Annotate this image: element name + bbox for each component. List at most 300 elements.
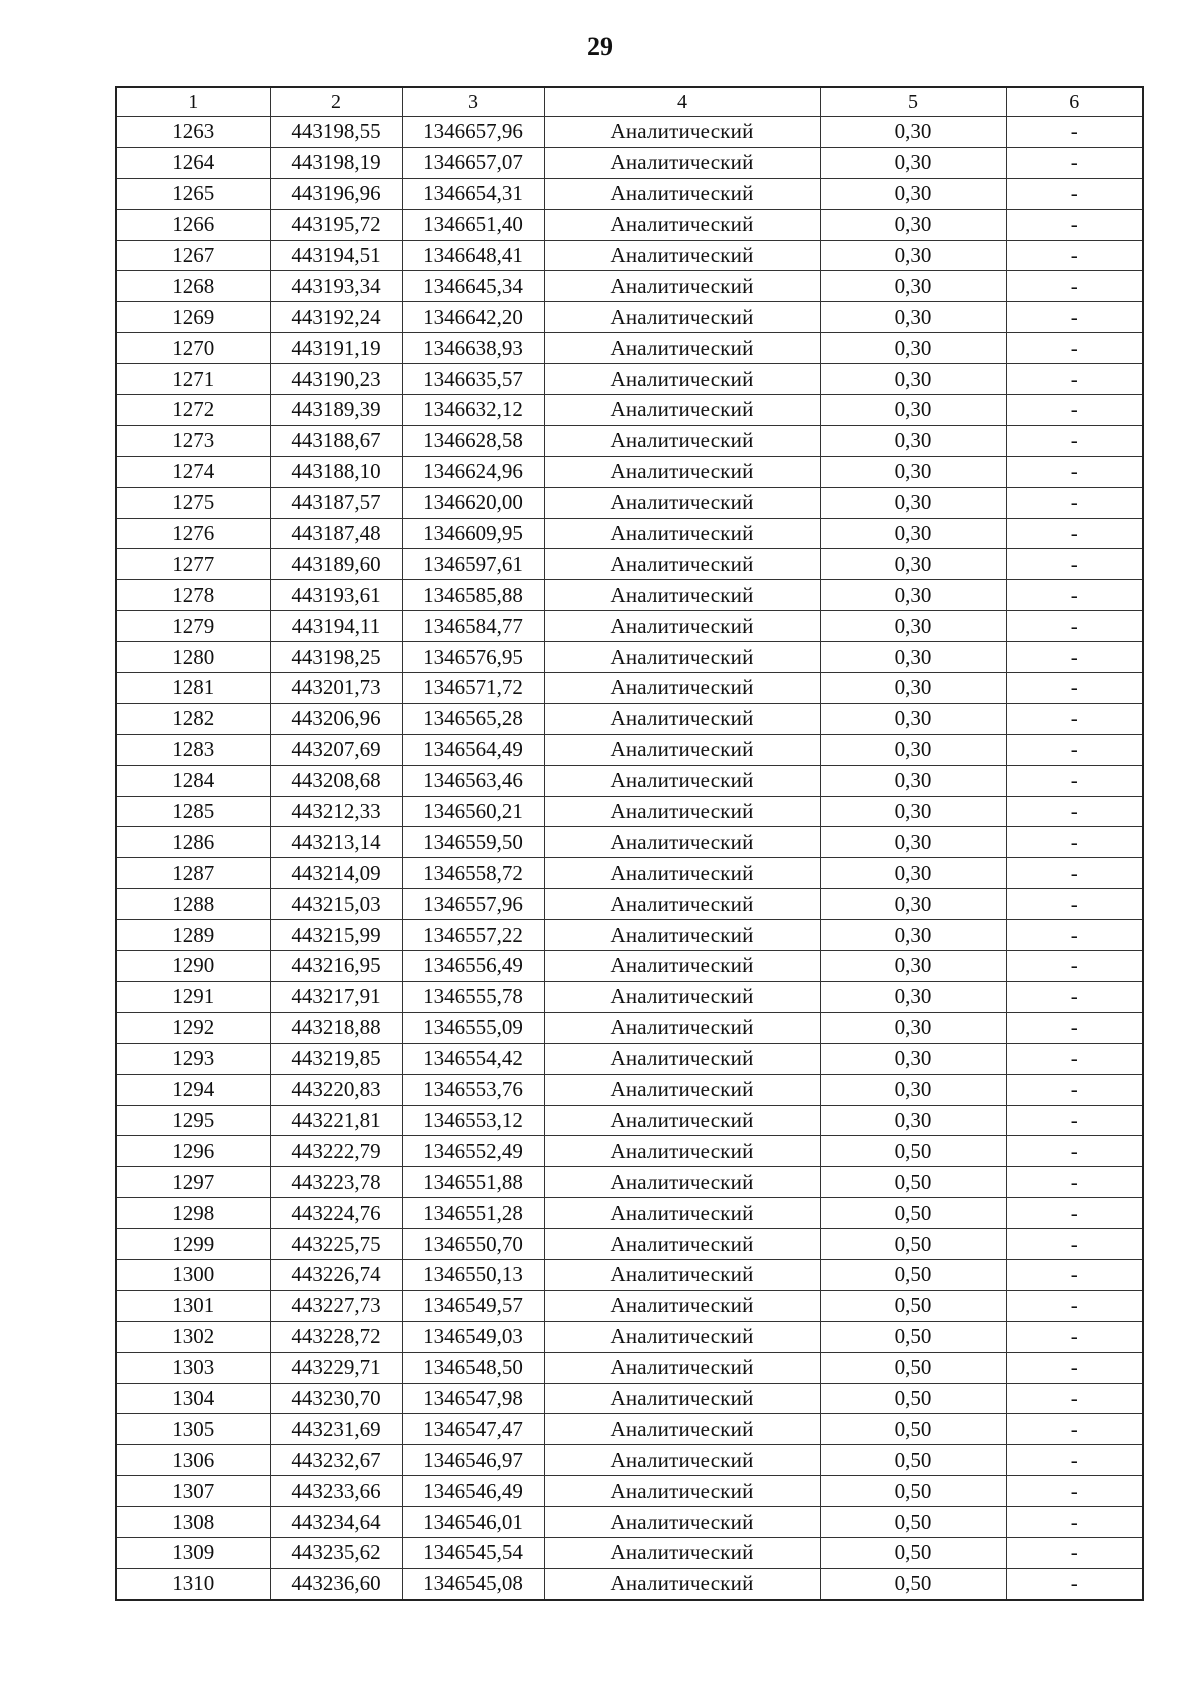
- accuracy-cell: 0,30: [820, 611, 1006, 642]
- table-row: [116, 1290, 1143, 1321]
- point-number-cell: 1306: [116, 1445, 270, 1476]
- accuracy-cell: 0,30: [820, 1012, 1006, 1043]
- x-coordinate-cell: 443218,88: [270, 1012, 402, 1043]
- method-cell: Аналитический: [544, 703, 820, 734]
- point-number-cell: 1284: [116, 765, 270, 796]
- note-cell: -: [1006, 642, 1143, 673]
- point-number-cell: 1308: [116, 1507, 270, 1538]
- x-coordinate-cell: 443234,64: [270, 1507, 402, 1538]
- y-coordinate-cell: 1346555,09: [402, 1012, 544, 1043]
- accuracy-cell: 0,30: [820, 889, 1006, 920]
- y-coordinate-cell: 1346560,21: [402, 796, 544, 827]
- y-coordinate-cell: 1346576,95: [402, 642, 544, 673]
- note-cell: -: [1006, 1568, 1143, 1599]
- y-coordinate-cell: 1346545,54: [402, 1537, 544, 1568]
- note-cell: -: [1006, 487, 1143, 518]
- point-number-cell: 1297: [116, 1167, 270, 1198]
- note-cell: -: [1006, 147, 1143, 178]
- method-cell: Аналитический: [544, 611, 820, 642]
- y-coordinate-cell: 1346546,01: [402, 1507, 544, 1538]
- y-coordinate-cell: 1346657,96: [402, 117, 544, 148]
- accuracy-cell: 0,30: [820, 920, 1006, 951]
- note-cell: -: [1006, 271, 1143, 302]
- table-row: [116, 1537, 1143, 1568]
- method-cell: Аналитический: [544, 302, 820, 333]
- point-number-cell: 1301: [116, 1290, 270, 1321]
- accuracy-cell: 0,30: [820, 827, 1006, 858]
- accuracy-cell: 0,30: [820, 1043, 1006, 1074]
- note-cell: -: [1006, 1537, 1143, 1568]
- table-row: [116, 920, 1143, 951]
- accuracy-cell: 0,50: [820, 1414, 1006, 1445]
- note-cell: -: [1006, 1321, 1143, 1352]
- y-coordinate-cell: 1346632,12: [402, 395, 544, 426]
- note-cell: -: [1006, 1229, 1143, 1260]
- method-cell: Аналитический: [544, 117, 820, 148]
- accuracy-cell: 0,50: [820, 1229, 1006, 1260]
- table-row: [116, 1507, 1143, 1538]
- method-cell: Аналитический: [544, 827, 820, 858]
- x-coordinate-cell: 443224,76: [270, 1198, 402, 1229]
- method-cell: Аналитический: [544, 395, 820, 426]
- accuracy-cell: 0,50: [820, 1136, 1006, 1167]
- point-number-cell: 1286: [116, 827, 270, 858]
- column-header-4: 4: [544, 87, 820, 117]
- method-cell: Аналитический: [544, 364, 820, 395]
- table-row: [116, 1105, 1143, 1136]
- accuracy-cell: 0,30: [820, 703, 1006, 734]
- table-header: [116, 87, 1143, 117]
- note-cell: -: [1006, 395, 1143, 426]
- table-row: [116, 889, 1143, 920]
- note-cell: -: [1006, 1074, 1143, 1105]
- table-row: [116, 333, 1143, 364]
- accuracy-cell: 0,30: [820, 333, 1006, 364]
- table-row: [116, 1383, 1143, 1414]
- y-coordinate-cell: 1346597,61: [402, 549, 544, 580]
- accuracy-cell: 0,30: [820, 364, 1006, 395]
- table-row: [116, 117, 1143, 148]
- point-number-cell: 1269: [116, 302, 270, 333]
- accuracy-cell: 0,30: [820, 796, 1006, 827]
- method-cell: Аналитический: [544, 1167, 820, 1198]
- method-cell: Аналитический: [544, 1105, 820, 1136]
- x-coordinate-cell: 443225,75: [270, 1229, 402, 1260]
- accuracy-cell: 0,30: [820, 549, 1006, 580]
- method-cell: Аналитический: [544, 1012, 820, 1043]
- note-cell: -: [1006, 858, 1143, 889]
- point-number-cell: 1309: [116, 1537, 270, 1568]
- accuracy-cell: 0,30: [820, 147, 1006, 178]
- x-coordinate-cell: 443201,73: [270, 673, 402, 704]
- method-cell: Аналитический: [544, 1198, 820, 1229]
- y-coordinate-cell: 1346550,13: [402, 1259, 544, 1290]
- column-header-3: 3: [402, 87, 544, 117]
- table-row: [116, 487, 1143, 518]
- page-number: 29: [587, 32, 613, 61]
- note-cell: -: [1006, 364, 1143, 395]
- method-cell: Аналитический: [544, 889, 820, 920]
- point-number-cell: 1310: [116, 1568, 270, 1599]
- y-coordinate-cell: 1346557,96: [402, 889, 544, 920]
- point-number-cell: 1279: [116, 611, 270, 642]
- method-cell: Аналитический: [544, 178, 820, 209]
- table-row: [116, 549, 1143, 580]
- table-row: [116, 981, 1143, 1012]
- point-number-cell: 1281: [116, 673, 270, 704]
- accuracy-cell: 0,30: [820, 302, 1006, 333]
- point-number-cell: 1270: [116, 333, 270, 364]
- note-cell: -: [1006, 1259, 1143, 1290]
- table-row: [116, 147, 1143, 178]
- method-cell: Аналитический: [544, 951, 820, 982]
- point-number-cell: 1274: [116, 456, 270, 487]
- note-cell: -: [1006, 673, 1143, 704]
- y-coordinate-cell: 1346624,96: [402, 456, 544, 487]
- note-cell: -: [1006, 302, 1143, 333]
- y-coordinate-cell: 1346651,40: [402, 209, 544, 240]
- method-cell: Аналитический: [544, 456, 820, 487]
- accuracy-cell: 0,30: [820, 487, 1006, 518]
- table-row: [116, 1476, 1143, 1507]
- y-coordinate-cell: 1346584,77: [402, 611, 544, 642]
- y-coordinate-cell: 1346550,70: [402, 1229, 544, 1260]
- method-cell: Аналитический: [544, 1043, 820, 1074]
- method-cell: Аналитический: [544, 858, 820, 889]
- table-row: [116, 1414, 1143, 1445]
- point-number-cell: 1277: [116, 549, 270, 580]
- y-coordinate-cell: 1346551,28: [402, 1198, 544, 1229]
- x-coordinate-cell: 443221,81: [270, 1105, 402, 1136]
- note-cell: -: [1006, 734, 1143, 765]
- x-coordinate-cell: 443206,96: [270, 703, 402, 734]
- table-row: [116, 178, 1143, 209]
- point-number-cell: 1304: [116, 1383, 270, 1414]
- x-coordinate-cell: 443191,19: [270, 333, 402, 364]
- accuracy-cell: 0,50: [820, 1537, 1006, 1568]
- y-coordinate-cell: 1346563,46: [402, 765, 544, 796]
- x-coordinate-cell: 443219,85: [270, 1043, 402, 1074]
- y-coordinate-cell: 1346628,58: [402, 425, 544, 456]
- x-coordinate-cell: 443214,09: [270, 858, 402, 889]
- point-number-cell: 1295: [116, 1105, 270, 1136]
- point-number-cell: 1291: [116, 981, 270, 1012]
- point-number-cell: 1265: [116, 178, 270, 209]
- table-row: [116, 642, 1143, 673]
- note-cell: -: [1006, 117, 1143, 148]
- y-coordinate-cell: 1346547,98: [402, 1383, 544, 1414]
- accuracy-cell: 0,30: [820, 642, 1006, 673]
- accuracy-cell: 0,30: [820, 673, 1006, 704]
- table-row: [116, 796, 1143, 827]
- x-coordinate-cell: 443236,60: [270, 1568, 402, 1599]
- table-row: [116, 518, 1143, 549]
- column-header-2: 2: [270, 87, 402, 117]
- table-row: [116, 580, 1143, 611]
- accuracy-cell: 0,30: [820, 456, 1006, 487]
- x-coordinate-cell: 443194,11: [270, 611, 402, 642]
- accuracy-cell: 0,30: [820, 765, 1006, 796]
- x-coordinate-cell: 443229,71: [270, 1352, 402, 1383]
- point-number-cell: 1264: [116, 147, 270, 178]
- x-coordinate-cell: 443198,19: [270, 147, 402, 178]
- method-cell: Аналитический: [544, 1352, 820, 1383]
- y-coordinate-cell: 1346564,49: [402, 734, 544, 765]
- note-cell: -: [1006, 333, 1143, 364]
- method-cell: Аналитический: [544, 1537, 820, 1568]
- point-number-cell: 1273: [116, 425, 270, 456]
- table-row: [116, 1167, 1143, 1198]
- table-row: [116, 209, 1143, 240]
- note-cell: -: [1006, 827, 1143, 858]
- note-cell: -: [1006, 703, 1143, 734]
- y-coordinate-cell: 1346554,42: [402, 1043, 544, 1074]
- table-row: [116, 951, 1143, 982]
- note-cell: -: [1006, 1105, 1143, 1136]
- table-row: [116, 673, 1143, 704]
- table-row: [116, 425, 1143, 456]
- table-row: [116, 1136, 1143, 1167]
- point-number-cell: 1296: [116, 1136, 270, 1167]
- coordinates-table: [115, 86, 1144, 1601]
- note-cell: -: [1006, 240, 1143, 271]
- note-cell: -: [1006, 425, 1143, 456]
- accuracy-cell: 0,30: [820, 580, 1006, 611]
- note-cell: -: [1006, 1012, 1143, 1043]
- x-coordinate-cell: 443196,96: [270, 178, 402, 209]
- table-row: [116, 1198, 1143, 1229]
- accuracy-cell: 0,50: [820, 1445, 1006, 1476]
- point-number-cell: 1298: [116, 1198, 270, 1229]
- x-coordinate-cell: 443223,78: [270, 1167, 402, 1198]
- x-coordinate-cell: 443189,60: [270, 549, 402, 580]
- note-cell: -: [1006, 549, 1143, 580]
- y-coordinate-cell: 1346609,95: [402, 518, 544, 549]
- table-row: [116, 1012, 1143, 1043]
- note-cell: -: [1006, 920, 1143, 951]
- x-coordinate-cell: 443227,73: [270, 1290, 402, 1321]
- note-cell: -: [1006, 209, 1143, 240]
- accuracy-cell: 0,50: [820, 1476, 1006, 1507]
- note-cell: -: [1006, 1445, 1143, 1476]
- table-row: [116, 271, 1143, 302]
- note-cell: -: [1006, 456, 1143, 487]
- x-coordinate-cell: 443226,74: [270, 1259, 402, 1290]
- method-cell: Аналитический: [544, 518, 820, 549]
- note-cell: -: [1006, 765, 1143, 796]
- table-row: [116, 858, 1143, 889]
- y-coordinate-cell: 1346545,08: [402, 1568, 544, 1599]
- note-cell: -: [1006, 1352, 1143, 1383]
- point-number-cell: 1293: [116, 1043, 270, 1074]
- point-number-cell: 1278: [116, 580, 270, 611]
- table-row: [116, 395, 1143, 426]
- x-coordinate-cell: 443190,23: [270, 364, 402, 395]
- method-cell: Аналитический: [544, 1321, 820, 1352]
- accuracy-cell: 0,30: [820, 117, 1006, 148]
- accuracy-cell: 0,30: [820, 518, 1006, 549]
- note-cell: -: [1006, 1383, 1143, 1414]
- column-header-5: 5: [820, 87, 1006, 117]
- table-row: [116, 364, 1143, 395]
- point-number-cell: 1307: [116, 1476, 270, 1507]
- method-cell: Аналитический: [544, 1136, 820, 1167]
- x-coordinate-cell: 443215,99: [270, 920, 402, 951]
- method-cell: Аналитический: [544, 1259, 820, 1290]
- x-coordinate-cell: 443189,39: [270, 395, 402, 426]
- note-cell: -: [1006, 1167, 1143, 1198]
- accuracy-cell: 0,30: [820, 425, 1006, 456]
- note-cell: -: [1006, 1414, 1143, 1445]
- accuracy-cell: 0,30: [820, 1105, 1006, 1136]
- accuracy-cell: 0,50: [820, 1352, 1006, 1383]
- method-cell: Аналитический: [544, 1414, 820, 1445]
- x-coordinate-cell: 443198,25: [270, 642, 402, 673]
- method-cell: Аналитический: [544, 549, 820, 580]
- note-cell: -: [1006, 580, 1143, 611]
- x-coordinate-cell: 443228,72: [270, 1321, 402, 1352]
- accuracy-cell: 0,50: [820, 1259, 1006, 1290]
- table-row: [116, 1074, 1143, 1105]
- table-row: [116, 611, 1143, 642]
- table-row: [116, 734, 1143, 765]
- table-row: [116, 1259, 1143, 1290]
- accuracy-cell: 0,30: [820, 240, 1006, 271]
- x-coordinate-cell: 443231,69: [270, 1414, 402, 1445]
- x-coordinate-cell: 443187,57: [270, 487, 402, 518]
- method-cell: Аналитический: [544, 1074, 820, 1105]
- note-cell: -: [1006, 889, 1143, 920]
- y-coordinate-cell: 1346638,93: [402, 333, 544, 364]
- x-coordinate-cell: 443187,48: [270, 518, 402, 549]
- accuracy-cell: 0,50: [820, 1198, 1006, 1229]
- y-coordinate-cell: 1346557,22: [402, 920, 544, 951]
- point-number-cell: 1283: [116, 734, 270, 765]
- method-cell: Аналитический: [544, 240, 820, 271]
- method-cell: Аналитический: [544, 425, 820, 456]
- point-number-cell: 1288: [116, 889, 270, 920]
- accuracy-cell: 0,50: [820, 1568, 1006, 1599]
- y-coordinate-cell: 1346620,00: [402, 487, 544, 518]
- y-coordinate-cell: 1346549,03: [402, 1321, 544, 1352]
- x-coordinate-cell: 443194,51: [270, 240, 402, 271]
- method-cell: Аналитический: [544, 1290, 820, 1321]
- note-cell: -: [1006, 1476, 1143, 1507]
- method-cell: Аналитический: [544, 920, 820, 951]
- table-row: [116, 456, 1143, 487]
- x-coordinate-cell: 443188,10: [270, 456, 402, 487]
- table-row: [116, 302, 1143, 333]
- point-number-cell: 1268: [116, 271, 270, 302]
- y-coordinate-cell: 1346558,72: [402, 858, 544, 889]
- table-row: [116, 1445, 1143, 1476]
- table-row: [116, 1043, 1143, 1074]
- table-row: [116, 827, 1143, 858]
- y-coordinate-cell: 1346645,34: [402, 271, 544, 302]
- accuracy-cell: 0,30: [820, 209, 1006, 240]
- x-coordinate-cell: 443208,68: [270, 765, 402, 796]
- x-coordinate-cell: 443193,34: [270, 271, 402, 302]
- method-cell: Аналитический: [544, 673, 820, 704]
- y-coordinate-cell: 1346565,28: [402, 703, 544, 734]
- accuracy-cell: 0,50: [820, 1507, 1006, 1538]
- note-cell: -: [1006, 1198, 1143, 1229]
- method-cell: Аналитический: [544, 734, 820, 765]
- point-number-cell: 1267: [116, 240, 270, 271]
- x-coordinate-cell: 443215,03: [270, 889, 402, 920]
- x-coordinate-cell: 443217,91: [270, 981, 402, 1012]
- table-body: [116, 117, 1143, 1600]
- point-number-cell: 1272: [116, 395, 270, 426]
- x-coordinate-cell: 443235,62: [270, 1537, 402, 1568]
- table-row: [116, 240, 1143, 271]
- point-number-cell: 1280: [116, 642, 270, 673]
- accuracy-cell: 0,30: [820, 271, 1006, 302]
- table-row: [116, 1321, 1143, 1352]
- accuracy-cell: 0,30: [820, 981, 1006, 1012]
- method-cell: Аналитический: [544, 1383, 820, 1414]
- point-number-cell: 1303: [116, 1352, 270, 1383]
- x-coordinate-cell: 443233,66: [270, 1476, 402, 1507]
- table-row: [116, 765, 1143, 796]
- method-cell: Аналитический: [544, 981, 820, 1012]
- y-coordinate-cell: 1346559,50: [402, 827, 544, 858]
- column-header-1: 1: [116, 87, 270, 117]
- accuracy-cell: 0,50: [820, 1290, 1006, 1321]
- y-coordinate-cell: 1346642,20: [402, 302, 544, 333]
- y-coordinate-cell: 1346553,12: [402, 1105, 544, 1136]
- y-coordinate-cell: 1346556,49: [402, 951, 544, 982]
- accuracy-cell: 0,30: [820, 858, 1006, 889]
- point-number-cell: 1285: [116, 796, 270, 827]
- y-coordinate-cell: 1346553,76: [402, 1074, 544, 1105]
- note-cell: -: [1006, 1136, 1143, 1167]
- method-cell: Аналитический: [544, 642, 820, 673]
- table-row: [116, 1229, 1143, 1260]
- point-number-cell: 1275: [116, 487, 270, 518]
- method-cell: Аналитический: [544, 209, 820, 240]
- y-coordinate-cell: 1346551,88: [402, 1167, 544, 1198]
- accuracy-cell: 0,30: [820, 178, 1006, 209]
- point-number-cell: 1276: [116, 518, 270, 549]
- method-cell: Аналитический: [544, 333, 820, 364]
- point-number-cell: 1289: [116, 920, 270, 951]
- x-coordinate-cell: 443212,33: [270, 796, 402, 827]
- accuracy-cell: 0,30: [820, 734, 1006, 765]
- point-number-cell: 1282: [116, 703, 270, 734]
- y-coordinate-cell: 1346571,72: [402, 673, 544, 704]
- point-number-cell: 1263: [116, 117, 270, 148]
- accuracy-cell: 0,50: [820, 1321, 1006, 1352]
- column-header-6: 6: [1006, 87, 1143, 117]
- accuracy-cell: 0,30: [820, 395, 1006, 426]
- y-coordinate-cell: 1346548,50: [402, 1352, 544, 1383]
- note-cell: -: [1006, 178, 1143, 209]
- y-coordinate-cell: 1346552,49: [402, 1136, 544, 1167]
- method-cell: Аналитический: [544, 1507, 820, 1538]
- header-row: [116, 87, 1143, 117]
- note-cell: -: [1006, 1043, 1143, 1074]
- method-cell: Аналитический: [544, 1568, 820, 1599]
- note-cell: -: [1006, 611, 1143, 642]
- point-number-cell: 1299: [116, 1229, 270, 1260]
- method-cell: Аналитический: [544, 765, 820, 796]
- method-cell: Аналитический: [544, 147, 820, 178]
- x-coordinate-cell: 443195,72: [270, 209, 402, 240]
- point-number-cell: 1292: [116, 1012, 270, 1043]
- y-coordinate-cell: 1346648,41: [402, 240, 544, 271]
- x-coordinate-cell: 443230,70: [270, 1383, 402, 1414]
